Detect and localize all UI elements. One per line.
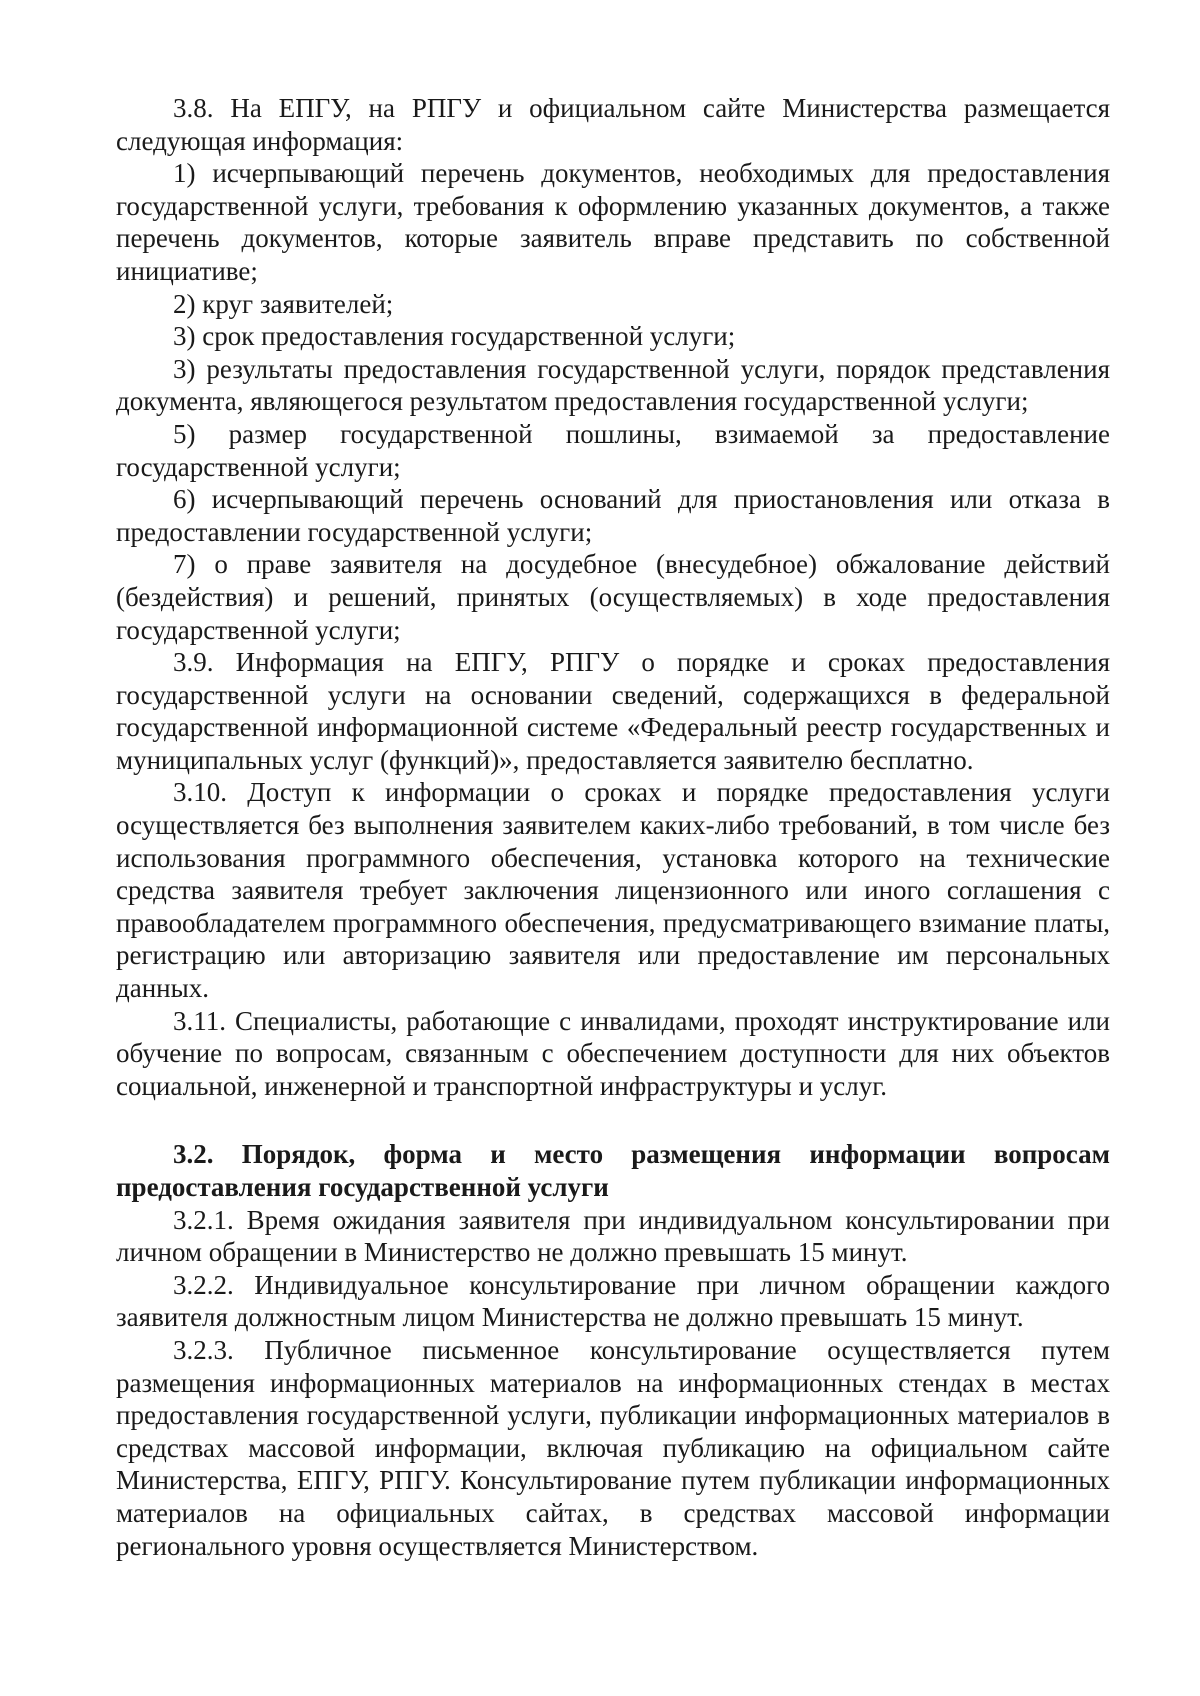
list-item-5: 5) размер государственной пошлины, взимаемой за предоставление государственной услуги;: [116, 418, 1110, 482]
paragraph-3-2-1: 3.2.1. Время ожидания заявителя при индивидуальном консультировании при личном обращении в Министерство не должно превышать 15 минут.: [116, 1204, 1110, 1268]
list-item-6: 6) исчерпывающий перечень оснований для приостановления или отказа в предоставлении государственной услуги;: [116, 484, 1110, 547]
paragraph-3-2-3: 3.2.3. Публичное письменное консультирование осуществляется путем размещения информационных материалов на информационных стендах в местах предоставления государственной услуги, публикации информационных материалов в средствах массовой информации, включая публикацию на официальном сайте Министерства, ЕПГУ, РПГУ. Консультирование путем публикации информационных материалов на официальных сайтах, в средствах массовой информации регионального уровня осуществляется Министерством.: [116, 1334, 1110, 1561]
list-item-3: 3) срок предоставления государственной услуги;: [173, 321, 736, 352]
list-item-7: 7) о праве заявителя на досудебное (внесудебное) обжалование действий (бездействия) и решений, принятых (осуществляемых) в ходе предоставления государственной услуги;: [116, 549, 1110, 645]
paragraph-3-10: 3.10. Доступ к информации о сроках и порядке предоставления услуги осуществляется без выполнения заявителем каких-либо требований, в том числе без использования программного обеспечения, установка которого на технические средства заявителя требует заключения лицензионного или иного соглашения с правообладателем программного обеспечения, предусматривающего взимание платы, регистрацию или авторизацию заявителя или предоставление им персональных данных.: [116, 777, 1110, 1004]
paragraph-3-9: 3.9. Информация на ЕПГУ, РПГУ о порядке и сроках предоставления государственной услуги на основании сведений, содержащихся в федеральной государственной информационной системе «Федеральный реестр государственных и муниципальных услуг (функций)», предоставляется заявителю бесплатно.: [116, 647, 1110, 775]
list-item-2: 2) круг заявителей;: [173, 288, 394, 319]
list-item-4: 3) результаты предоставления государственной услуги, порядок представления документа, являющегося результатом предоставления государственной услуги;: [116, 353, 1110, 417]
paragraph-3-8: 3.8. На ЕПГУ, на РПГУ и официальном сайте Министерства размещается следующая информация:: [116, 93, 1110, 156]
paragraph-3-2-2: 3.2.2. Индивидуальное консультирование при личном обращении каждого заявителя должностным лицом Министерства не должно превышать 15 минут.: [116, 1269, 1110, 1333]
document-page: [116, 92, 1110, 1562]
section-heading: 3.2. Порядок, форма и место размещения информации вопросам предоставления государственной услуги: [116, 1139, 1110, 1202]
section-gap: [116, 1102, 1110, 1138]
list-item-1: 1) исчерпывающий перечень документов, необходимых для предоставления государственной услуги, требования к оформлению указанных документов, а также перечень документов, которые заявитель вправе представить по собственной инициативе;: [116, 158, 1110, 286]
paragraph-3-11: 3.11. Специалисты, работающие с инвалидами, проходят инструктирование или обучение по вопросам, связанным с обеспечением доступности для них объектов социальной, инженерной и транспортной инфраструктуры и услуг.: [116, 1005, 1110, 1101]
